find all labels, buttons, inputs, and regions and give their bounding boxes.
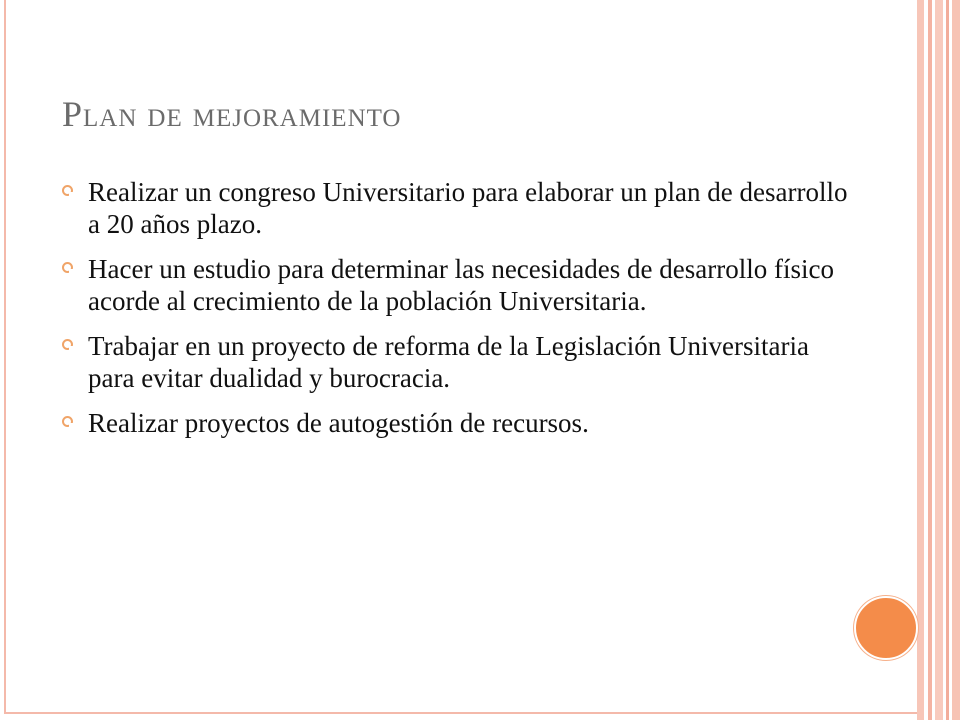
slide-title: Plan de mejoramiento (62, 94, 402, 134)
stripe-3 (935, 0, 943, 720)
bullet-text: Hacer un estudio para determinar las necesidades de desarrollo físico acorde al crecimiento de la población Universitaria. (88, 254, 834, 316)
bullet-item (62, 176, 862, 240)
bullet-circle-icon (62, 416, 73, 427)
stripe-4 (946, 0, 949, 720)
bullet-item (62, 407, 862, 439)
bullet-circle-icon (62, 185, 73, 196)
bullet-text: Trabajar en un proyecto de reforma de la Legislación Universitaria para evitar dualidad y burocracia. (88, 331, 809, 393)
bullet-circle-icon (62, 262, 73, 273)
bullet-list (62, 176, 862, 452)
bullet-item (62, 253, 862, 317)
stripe-1 (917, 0, 924, 720)
bullet-text: Realizar un congreso Universitario para elaborar un plan de desarrollo a 20 años plazo. (88, 177, 848, 239)
stripe-5 (952, 0, 960, 720)
bullet-circle-icon (62, 339, 73, 350)
stripe-2 (928, 0, 932, 720)
bullet-item (62, 330, 862, 394)
decorative-stripes (917, 0, 960, 720)
bullet-text: Realizar proyectos de autogestión de recursos. (88, 408, 589, 438)
decorative-circle (854, 596, 918, 660)
